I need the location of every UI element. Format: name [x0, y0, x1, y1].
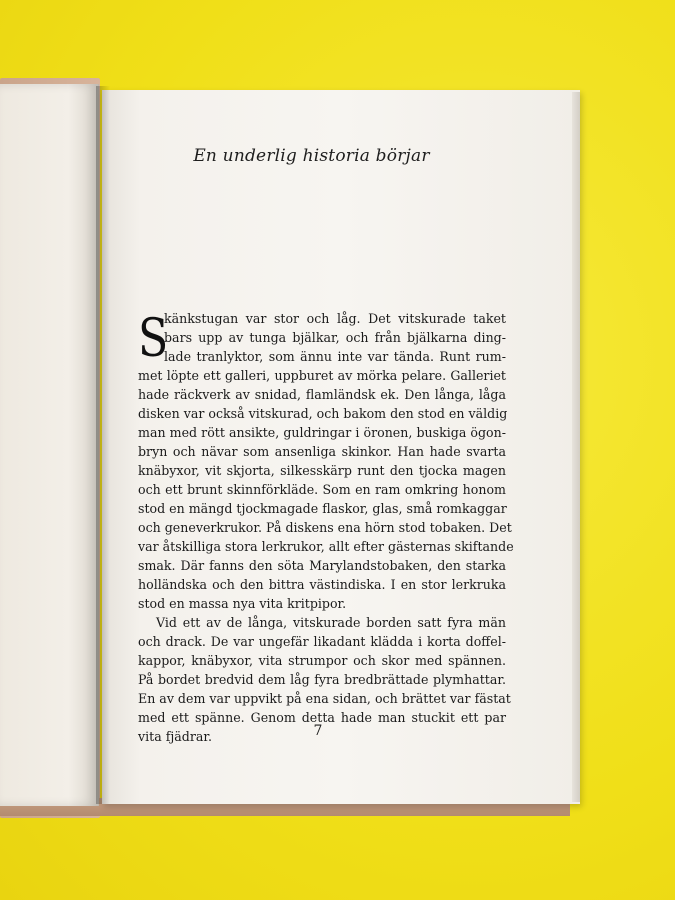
body-text — [138, 309, 514, 746]
text-line: man med rött ansikte, guldringar i öronen, buskiga ögon- — [138, 425, 506, 440]
text-line: lade tranlyktor, som ännu inte var tända. Runt rum- — [164, 349, 506, 364]
text-line: knäbyxor, vit skjorta, silkesskärp runt den tjocka magen — [138, 463, 506, 478]
text-line: holländska och den bittra västindiska. I en stor lerkruka — [138, 577, 506, 592]
left-page — [0, 84, 99, 806]
spine-shadow — [96, 86, 110, 804]
text-line: stod en mängd tjockmagade flaskor, glas, små romkaggar — [138, 501, 507, 516]
text-line: med ett spänne. Genom detta hade man stuckit ett par — [138, 710, 506, 725]
text-line: På bordet bredvid dem låg fyra bredbrättade plymhattar. — [138, 672, 506, 687]
text-line: var åtskilliga stora lerkrukor, allt efter gästernas skiftande — [138, 539, 514, 554]
page-number: 7 — [313, 723, 323, 739]
text-line: kappor, knäbyxor, vita strumpor och skor med spännen. — [138, 653, 506, 668]
text-line: En av dem var uppvikt på ena sidan, och brättet var fästat — [138, 691, 511, 706]
text-line: och ett brunt skinnförkläde. Som en ram omkring honom — [138, 482, 506, 497]
text-line: Vid ett av de långa, vitskurade borden satt fyra män — [156, 615, 506, 630]
text-line: och geneverkrukor. På diskens ena hörn stod tobaken. Det — [138, 520, 512, 535]
text-line: hade räckverk av snidad, flamländsk ek. Den långa, låga — [138, 387, 506, 402]
text-line: stod en massa nya vita kritpipor. — [138, 596, 347, 611]
text-line: disken var också vitskurad, och bakom den stod en väldig — [138, 406, 508, 421]
text-line: bars upp av tunga bjälkar, och från bjälkarna ding- — [164, 330, 506, 345]
page-edge — [572, 92, 580, 802]
text-line: bryn och nävar som ansenliga skinkor. Han hade svarta — [138, 444, 506, 459]
text-line: smak. Där fanns den söta Marylandstobaken, den starka — [138, 558, 506, 573]
text-line: och drack. De var ungefär likadant klädda i korta doffel- — [138, 634, 506, 649]
text-line: vita fjädrar. — [138, 729, 213, 744]
running-head: En underlig historia börjar — [193, 146, 430, 166]
text-line: känkstugan var stor och låg. Det vitskurade taket — [164, 311, 506, 326]
text-line: met löpte ett galleri, uppburet av mörka pelare. Galleriet — [138, 368, 506, 383]
drop-cap: S — [138, 309, 169, 369]
